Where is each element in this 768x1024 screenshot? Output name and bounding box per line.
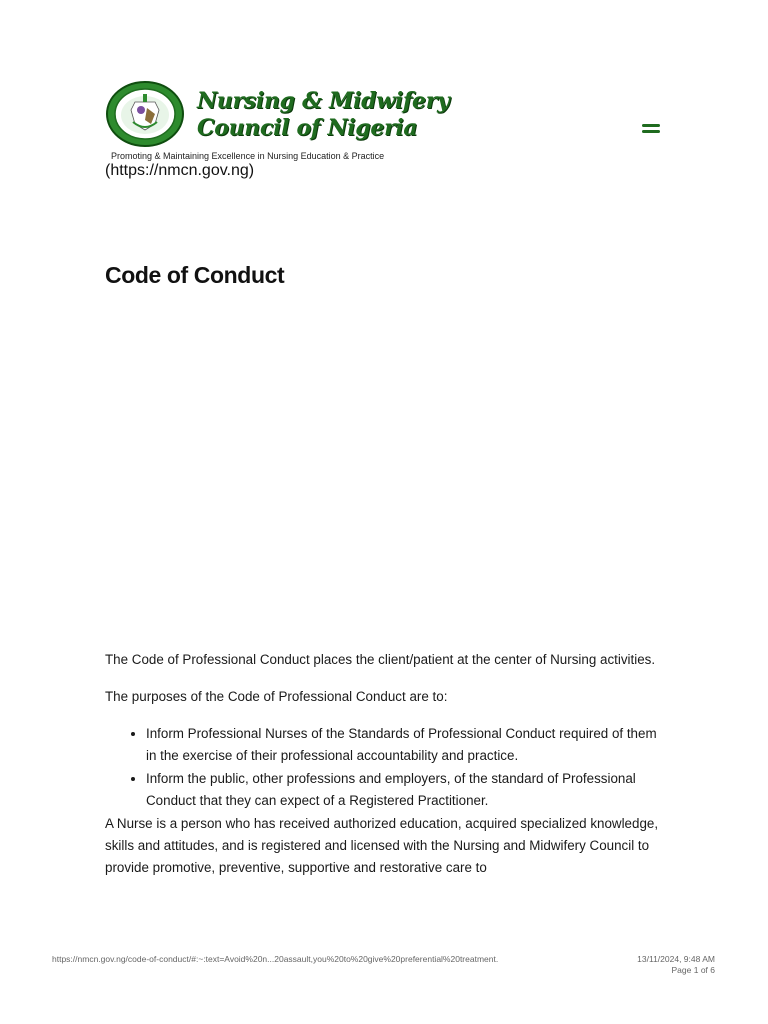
list-item: • Inform Professional Nurses of the Standards of Professional Conduct required of them in the exercise of their professional accountability and practice. xyxy=(146,723,665,767)
home-link[interactable]: (https://nmcn.gov.ng) xyxy=(105,162,255,179)
council-seal-icon xyxy=(105,80,185,148)
nurse-definition-paragraph: A Nurse is a person who has received authorized education, acquired specialized knowledge, skills and attitudes, and is registered and licensed with the Nursing and Midwifery Council to provide promotive, preventive, supportive and restorative care to xyxy=(105,816,659,875)
page-title: Code of Conduct xyxy=(105,262,285,288)
list-item: • Inform the public, other professions and employers, of the standard of Professional Conduct that they can expect of a Registered Practitioner. xyxy=(146,768,665,812)
logo-title-line2: Council of Nigeria xyxy=(197,115,418,141)
purposes-lead-paragraph: The purposes of the Code of Professional Conduct are to: xyxy=(105,689,448,704)
hamburger-menu-icon[interactable] xyxy=(642,123,662,137)
print-footer-meta xyxy=(637,954,715,976)
menu-bar-top xyxy=(642,124,660,127)
logo-title-line1: Nursing & Midwifery xyxy=(197,88,450,114)
logo-tagline: Promoting & Maintaining Excellence in Nursing Education & Practice xyxy=(111,151,385,161)
purposes-list xyxy=(105,723,665,812)
print-footer-datetime: 13/11/2024, 9:48 AM xyxy=(637,954,715,964)
article-body xyxy=(105,649,665,879)
intro-paragraph: The Code of Professional Conduct places the client/patient at the center of Nursing activities. xyxy=(105,652,656,667)
print-footer-page-indicator: Page 1 of 6 xyxy=(671,965,715,975)
print-footer-url: https://nmcn.gov.ng/code-of-conduct/#:~:text=Avoid%20n...20assault,you%20to%20give%20preferential%20treatment. xyxy=(52,954,499,964)
site-logo-link[interactable] xyxy=(105,78,450,164)
menu-bar-bottom xyxy=(642,130,660,133)
